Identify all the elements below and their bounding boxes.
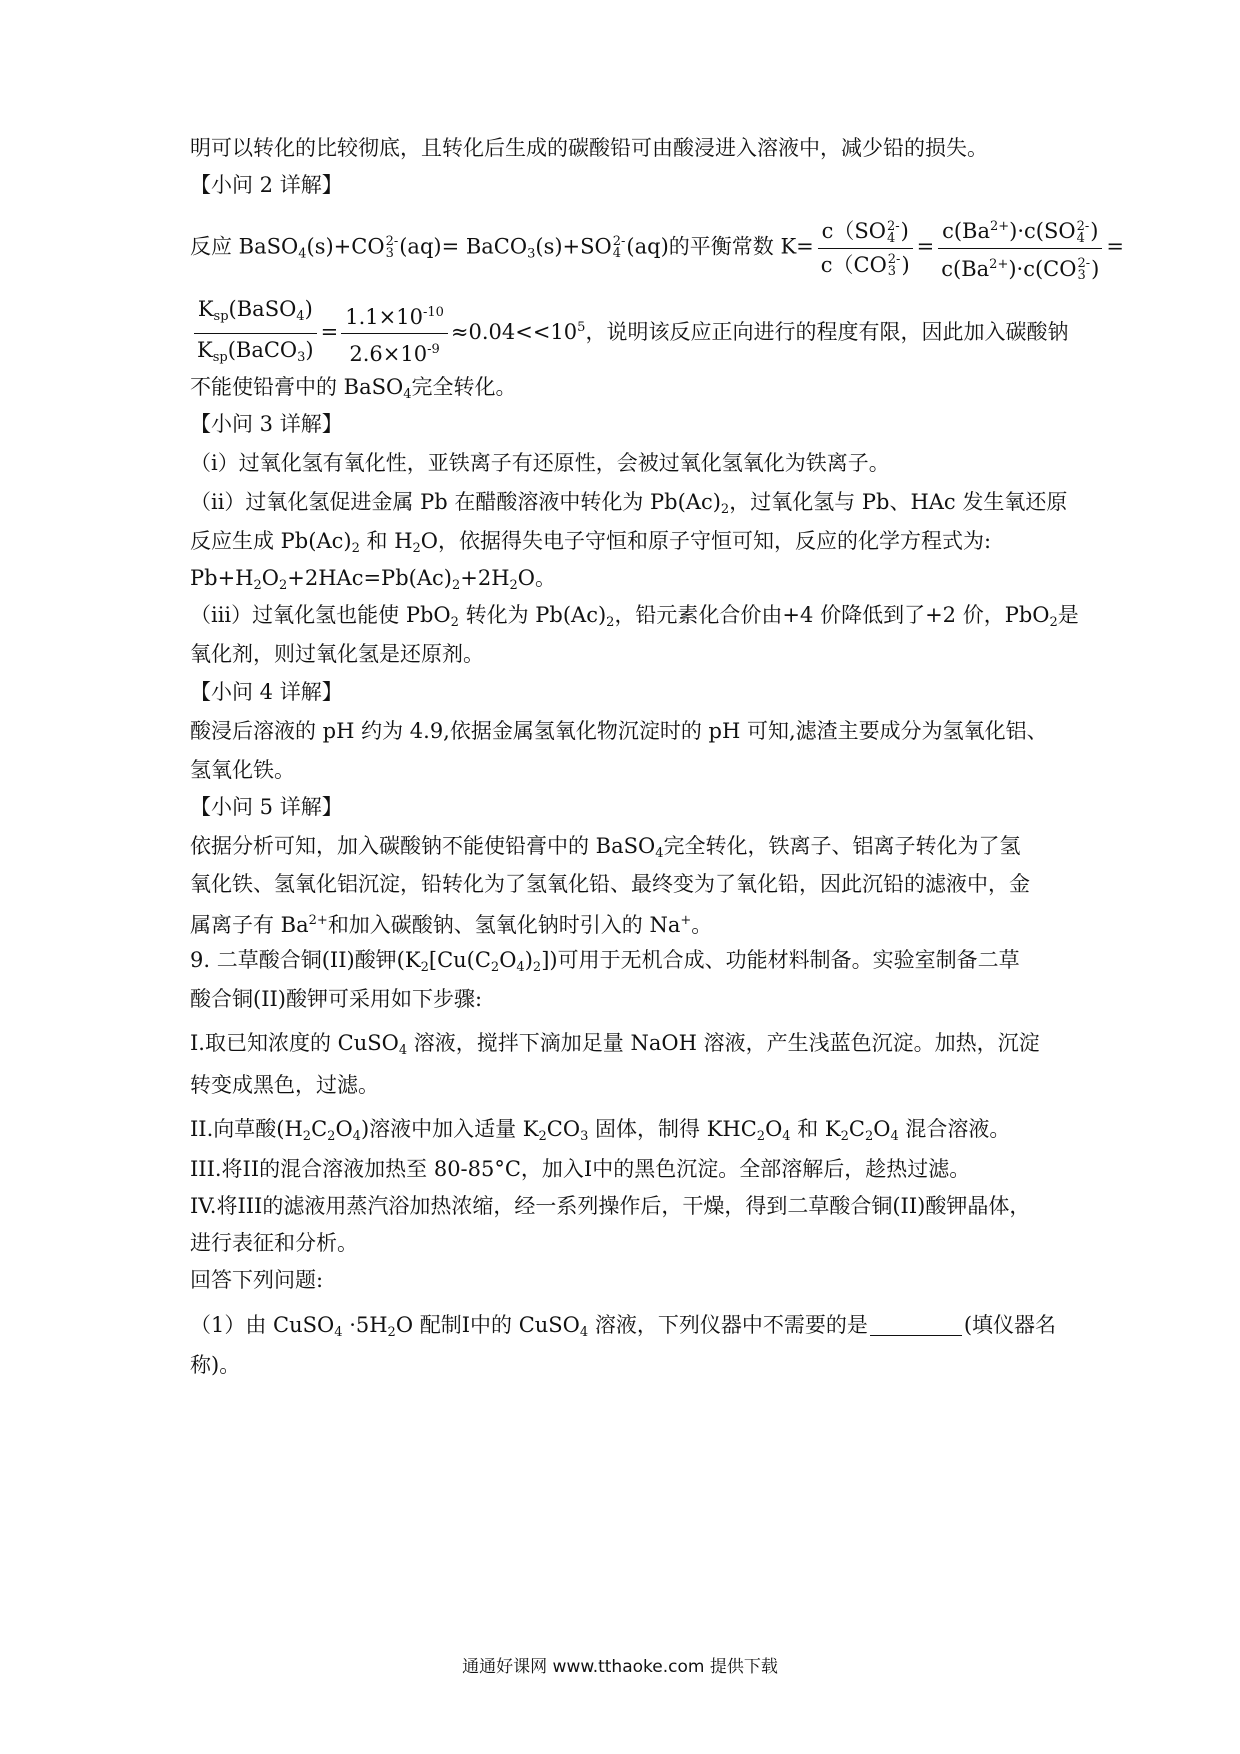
- text-line: 不能使铅膏中的 BaSO$_4$完全转化。: [190, 375, 517, 402]
- answer-blank[interactable]: [870, 1313, 962, 1336]
- k-fraction-1: c（SO 2- 4 ) c（CO 2- 3 ): [817, 218, 914, 278]
- text-line: $Pb+H_2O_2+2HAc=Pb(Ac)_2+2H_2O$。: [190, 566, 557, 593]
- text-line: 氧化剂，则过氧化氢是还原剂。: [190, 642, 484, 666]
- ksp-fraction: $\frac{K_{sp}(BaSO_4)}{K_{sp}(BaCO_3)}$: [193, 296, 318, 371]
- k-fraction-2: $c(Ba^{2+})\cdot c(SO$ 2- 4 ) $c(Ba^{2+})\cdot c(CO$ 2- 3 ): [937, 214, 1103, 282]
- step-line: I.取已知浓度的 CuSO$_4$ 溶液，搅拌下滴加足量 NaOH 溶液，产生浅蓝色沉淀。加热，沉淀: [190, 1031, 1040, 1058]
- text-line: 依据分析可知，加入碳酸钠不能使铅膏中的 BaSO$_4$完全转化，铁离子、铝离子转化为了氢: [190, 834, 1021, 861]
- equation-line: $\frac{K_{sp}(BaSO_4)}{K_{sp}(BaCO_3)}$ = $\frac{1.1\times 10^{-10}}{2.6\times 10^{-9}}$ $\approx 0.04<<10^5$，说明该反应正向进行的程度有限，因此加入碳酸钠: [190, 296, 1060, 371]
- page-footer: 通通好课网 www.tthaoke.com 提供下载: [462, 1657, 778, 1677]
- text-line: 明可以转化的比较彻底，且转化后生成的碳酸铅可由酸浸进入溶液中，减少铅的损失。: [190, 136, 988, 160]
- step-line: III.将II的混合溶液加热至 80-85°C，加入I中的黑色沉淀。全部溶解后，趁热过滤。: [190, 1157, 971, 1181]
- question-line: （1）由 CuSO$_4$ $\cdot 5H_2O$ 配制I中的 CuSO$_4$ 溶液，下列仪器中不需要的是 (填仪器名: [190, 1313, 1057, 1340]
- section-heading: 【小问 3 详解】: [190, 412, 343, 436]
- section-heading: 【小问 4 详解】: [190, 680, 343, 704]
- text-line: 进行表征和分析。: [190, 1231, 358, 1255]
- text-line: 反应生成 $Pb(Ac)_2$ 和 $H_2O$，依据得失电子守恒和原子守恒可知，反应的化学方程式为:: [190, 529, 992, 556]
- text-line: （iii）过氧化氢也能使 PbO$_2$ 转化为 $Pb(Ac)_2$，铅元素化合价由+4 价降低到了+2 价，PbO$_2$是: [190, 603, 1079, 630]
- text-line: 属离子有 $Ba^{2+}$和加入碳酸钠、氢氧化钠时引入的 Na+。: [190, 913, 713, 937]
- text-line: 酸浸后溶液的 pH 约为 4.9,依据金属氢氧化物沉淀时的 pH 可知,滤渣主要成分为氢氧化铝、: [190, 719, 1048, 743]
- section-heading: 【小问 2 详解】: [190, 173, 343, 197]
- text-line: 酸合铜(II)酸钾可采用如下步骤:: [190, 987, 483, 1011]
- step-line: IV.将III的滤液用蒸汽浴加热浓缩，经一系列操作后，干燥，得到二草酸合铜(II)酸钾晶体，: [190, 1194, 1031, 1218]
- value-fraction: $\frac{1.1\times 10^{-10}}{2.6\times 10^{-9}}$: [341, 300, 448, 367]
- text-line: 回答下列问题:: [190, 1268, 324, 1292]
- text-line: 转变成黑色，过滤。: [190, 1073, 379, 1097]
- text-line: 氧化铁、氢氧化铝沉淀，铅转化为了氢氧化铅、最终变为了氧化铅，因此沉铅的滤液中，金: [190, 872, 1030, 896]
- equation-line: 反应 BaSO$_4$(s)+CO 2- 3 (aq)= BaCO$_3$(s)+SO 2- 4 (aq)的平衡常数 K= c（SO 2- 4 ) c（CO 2- 3 ) = $c(Ba^{2+})\cdot c(SO$ 2- 4 ) $c(Ba^{2+})\cdot c(CO$ 2- 3 ) =: [190, 214, 1060, 285]
- step-line: II.向草酸$(H_2C_2O_4)$溶液中加入适量 $K_2CO_3$ 固体，制得 $KHC_2O_4$ 和 $K_2C_2O_4$ 混合溶液。: [190, 1117, 1011, 1144]
- text-line: 称)。: [190, 1353, 241, 1377]
- section-heading: 【小问 5 详解】: [190, 795, 343, 819]
- text-line: （ii）过氧化氢促进金属 Pb 在醋酸溶液中转化为 $Pb(Ac)_2$，过氧化氢与 Pb、HAc 发生氧还原: [190, 490, 1068, 517]
- text-line: 氢氧化铁。: [190, 758, 295, 782]
- question-9-line: 9. 二草酸合铜(II)酸钾$(K_2[Cu(C_2O_4)_2])$可用于无机合成、功能材料制备。实验室制备二草: [190, 948, 1020, 975]
- text-line: （i）过氧化氢有氧化性，亚铁离子有还原性，会被过氧化氢氧化为铁离子。: [190, 451, 890, 475]
